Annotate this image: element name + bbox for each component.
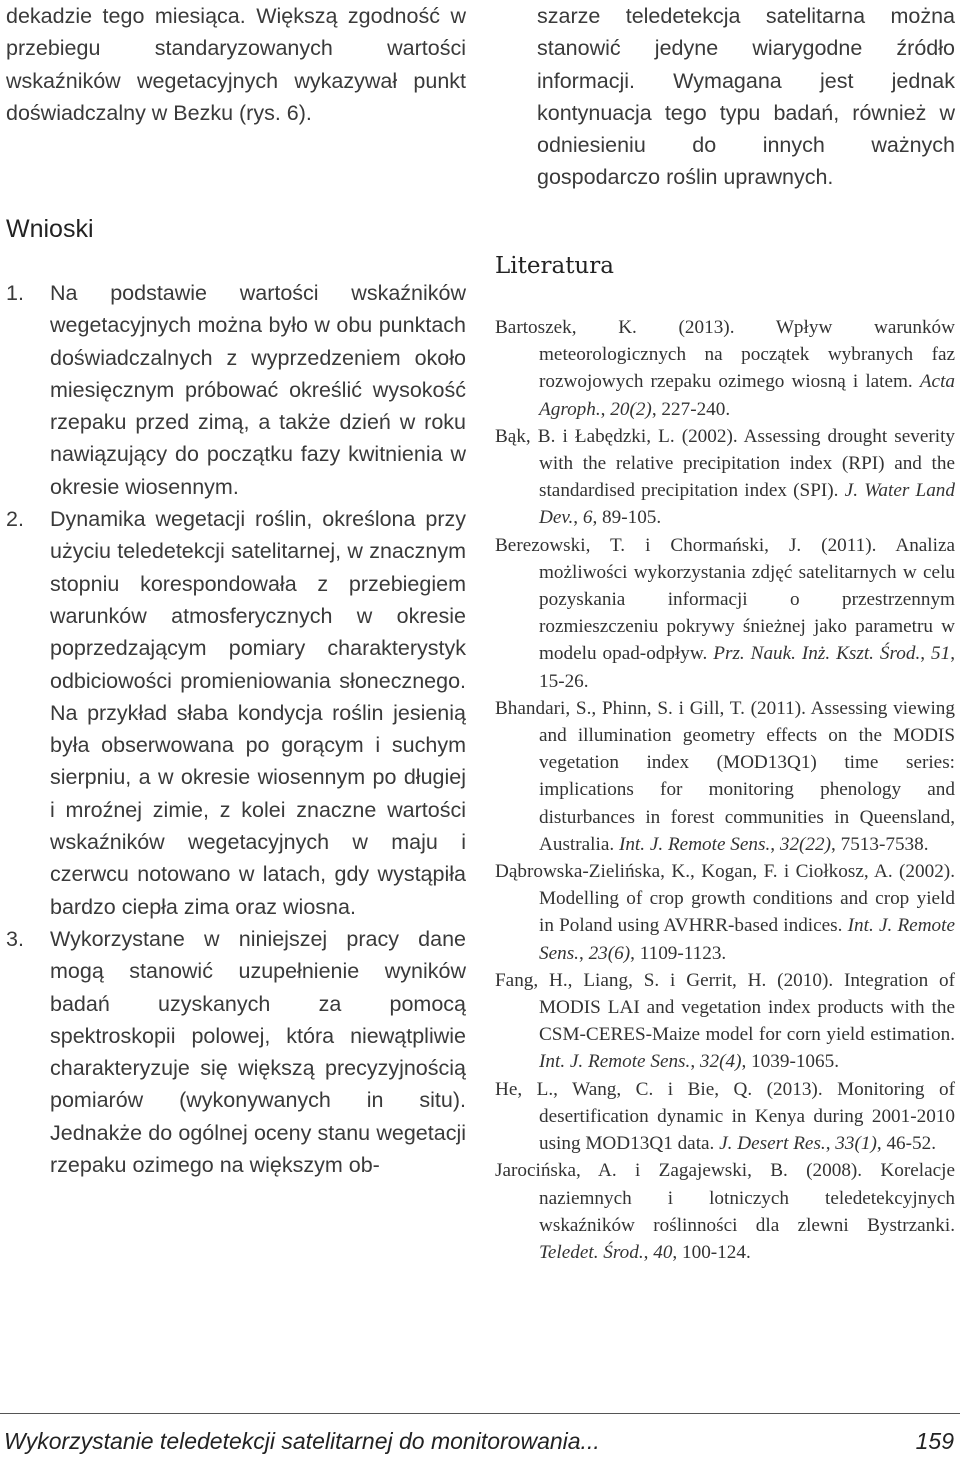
reference-main: Jarocińska, A. i Zagajewski, B. (2008). Korelacje naziemnych i lotniczych teledetekcyjnych wskaźników roślinności dla zlewni Bystrzanki.: [495, 1160, 955, 1236]
reference-item: [495, 532, 955, 695]
reference-main: Berezowski, T. i Chormański, J. (2011). Analiza możliwości wykorzystania zdjęć satelitarnych w celu pozyskania informacji o przestrzennym rozmieszczeniu pokrywy śnieżnej jako parametru w modelu opad-odpływ.: [495, 534, 955, 665]
reference-volume: 51: [931, 643, 951, 665]
reference-journal: J. Desert Res.: [719, 1133, 826, 1155]
reference-main: Bartoszek, K. (2013). Wpływ warunków meteorologicznych na początek wybranych faz rozwojowych rzepaku ozimego wiosną i latem.: [495, 317, 955, 393]
reference-item: [495, 1076, 955, 1158]
reference-volume: 20(2): [610, 398, 652, 420]
reference-journal: Teledet. Środ.: [539, 1241, 644, 1263]
conclusions-list: [6, 277, 466, 1181]
conclusion-number: 3.: [6, 926, 24, 951]
reference-item: [495, 1157, 955, 1266]
page-number: 159: [915, 1428, 954, 1454]
reference-item: [495, 967, 955, 1076]
reference-sep: ,: [825, 1133, 836, 1155]
reference-item: [495, 695, 955, 858]
reference-volume: 33(1): [835, 1133, 877, 1155]
reference-pages: , 227-240.: [651, 398, 731, 420]
reference-sep: ,: [578, 942, 589, 964]
reference-pages: , 100-124.: [672, 1241, 751, 1263]
reference-pages: , 15-26.: [539, 643, 955, 692]
reference-item: [495, 314, 955, 423]
left-continuation-paragraph: dekadzie tego miesiąca. Większą zgodność w przebiegu standaryzowanych wartości wskaźników wegetacyjnych wykazywał punkt doświadczalny w Bezku (rys. 6).: [6, 4, 466, 125]
reference-sep: ,: [770, 833, 780, 855]
reference-main: Dąbrowska-Zielińska, K., Kogan, F. i Ciołkosz, A. (2002). Modelling of crop growth conditions and crop yield in Poland using AVHRR-based indices.: [495, 861, 955, 937]
reference-journal: Int. J. Remote Sens.: [618, 833, 771, 855]
reference-journal: J. Water Land Dev.: [539, 480, 955, 529]
reference-journal: Acta Agroph.: [539, 371, 955, 420]
reference-item: [495, 423, 955, 532]
reference-volume: 40: [653, 1241, 673, 1263]
reference-journal: Int. J. Remote Sens.: [539, 915, 955, 964]
reference-main: He, L., Wang, C. i Bie, Q. (2013). Monitoring of desertification dynamic in Kenya during 2001-2010 using MOD13Q1 data.: [495, 1078, 955, 1155]
right-continuation-paragraph: szarze teledetekcja satelitarna można stanowić jedyne wiarygodne źródło informacji. Wymagana jest jednak kontynuacja tego typu badań, również w odniesieniu do innych ważnych gospodarczo roślin uprawnych.: [537, 4, 955, 190]
reference-sep: ,: [600, 398, 611, 420]
conclusion-item: [6, 277, 466, 503]
left-column: [6, 0, 466, 1178]
reference-sep: ,: [690, 1051, 700, 1073]
reference-pages: , 7513-7538.: [831, 833, 929, 855]
reference-sep: ,: [643, 1241, 654, 1263]
reference-volume: 32(4): [699, 1051, 742, 1073]
reference-item: [495, 858, 955, 967]
conclusion-text: Wykorzystane w niniejszej pracy dane mogą stanowić uzupełnienie wyników badań uzyskanych za pomocą spektroskopii polowej, która niewątpliwie charakteryzuje się większą precyzyjnością pomiarów (wykonywanych in situ). Jednakże do ogólnej oceny stanu wegetacji rzepaku ozimego na większym ob-: [50, 926, 466, 1178]
references-list: [495, 314, 955, 1266]
reference-sep: ,: [920, 643, 932, 665]
footer-divider: [0, 1413, 960, 1414]
reference-main: Bąk, B. i Łabędzki, L. (2002). Assessing drought severity with the relative precipitation index (RPI) and the standardised precipitation index (SPI).: [495, 425, 955, 502]
running-footer-title: Wykorzystanie teledetekcji satelitarnej do monitorowania...: [4, 1428, 600, 1454]
conclusion-number: 2.: [6, 507, 24, 532]
reference-sep: ,: [573, 507, 583, 529]
reference-pages: , 46-52.: [876, 1133, 937, 1155]
conclusion-number: 1.: [6, 281, 24, 305]
section-heading-wnioski: Wnioski: [6, 215, 94, 243]
right-column: [495, 0, 955, 1263]
reference-main: Fang, H., Liang, S. i Gerrit, H. (2010). Integration of MODIS LAI and vegetation index products with the CSM-CERES-Maize model for corn yield estimation.: [495, 969, 955, 1046]
reference-volume: 23(6): [588, 942, 631, 964]
reference-pages: , 1109-1123.: [630, 942, 727, 964]
conclusion-text: Na podstawie wartości wskaźników wegetacyjnych można było w obu punktach doświadczalnych z wyprzedzeniem około miesięcznym próbować określić wysokość rzepaku przed zimą, a także dzień w roku nawiązujący do początku fazy kwitnienia w okresie wiosennym.: [50, 281, 466, 499]
reference-journal: Int. J. Remote Sens.: [539, 1051, 691, 1073]
section-heading-literatura: Literatura: [495, 253, 614, 279]
reference-volume: 32(22): [779, 833, 832, 855]
conclusion-text: Dynamika wegetacji roślin, określona przy użyciu teledetekcji satelitarnej, w znacznym stopniu korespondowała z przebiegiem warunków atmosferycznych w okresie poprzedzającym pomiary charakterystyk odbiciowości promieniowania słonecznego. Na przykład słaba kondycja roślin jesienią była obserwowana po gorącym i suchym sierpniu, a w okresie wiosennym po długiej i mroźnej zimie, z kolei znaczne wartości wskaźników wegetacyjnych w maju i czerwcu notowano w latach, gdy wystąpiła bardzo ciepła zima oraz wiosna.: [50, 507, 466, 919]
reference-volume: 6: [582, 507, 593, 529]
reference-pages: , 1039-1065.: [741, 1051, 840, 1073]
reference-pages: , 89-105.: [592, 507, 662, 529]
reference-journal: Prz. Nauk. Inż. Kszt. Środ.: [713, 643, 921, 665]
reference-main: Bhandari, S., Phinn, S. i Gill, T. (2011). Assessing viewing and illumination geometry effects on the MODIS vegetation index (MOD13Q1) time series: implications for monitoring phenology and disturbances in forest communities in Queensland, Australia.: [495, 697, 955, 855]
conclusion-item: [6, 503, 466, 923]
conclusion-item: [6, 923, 466, 1181]
